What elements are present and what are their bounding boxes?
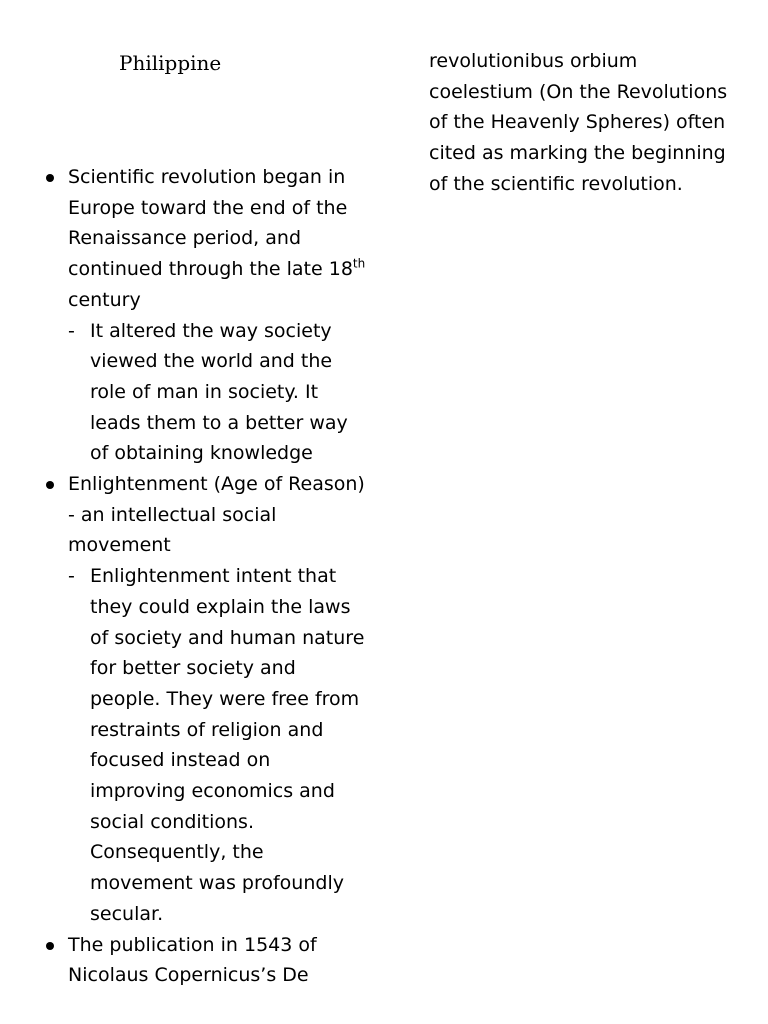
page-heading: Philippine [119, 51, 222, 75]
bullet-list [40, 162, 370, 991]
bullet-item-copernicus [40, 930, 370, 991]
bullet-item-enlightenment [40, 469, 370, 930]
bullet-text: The publication in 1543 of Nicolaus Copernicus’s De [68, 933, 317, 987]
ordinal-suffix: th [352, 256, 366, 271]
bullet-icon [46, 942, 54, 950]
sub-item [68, 316, 370, 470]
dash-marker: - [68, 565, 75, 588]
bullet-icon [46, 174, 54, 182]
left-column [40, 162, 370, 991]
sub-item-text: It altered the way society viewed the world and the role of man in society. It leads them to a better way of obtaining knowledge [90, 319, 348, 465]
right-column-text: revolutionibus orbium coelestium (On the Revolutions of the Heavenly Spheres) often cited as marking the beginning of the scientific revolution. [429, 50, 728, 195]
bullet-icon [46, 481, 54, 489]
bullet-item-scientific-revolution [40, 162, 370, 469]
sub-item [68, 561, 370, 929]
bullet-text: Enlightenment (Age of Reason) - an intellectual social movement [68, 473, 365, 557]
right-column [429, 46, 739, 200]
sub-item-text: Enlightenment intent that they could explain the laws of society and human nature for better society and people. They were free from restraints of religion and focused instead on improving economics and social conditions. Consequently, the movement was profoundly secular. [90, 565, 365, 925]
dash-marker: - [68, 319, 75, 342]
bullet-text: Scientific revolution began in Europe toward the end of the Renaissance period, and continued through the late 18th century [68, 166, 366, 311]
